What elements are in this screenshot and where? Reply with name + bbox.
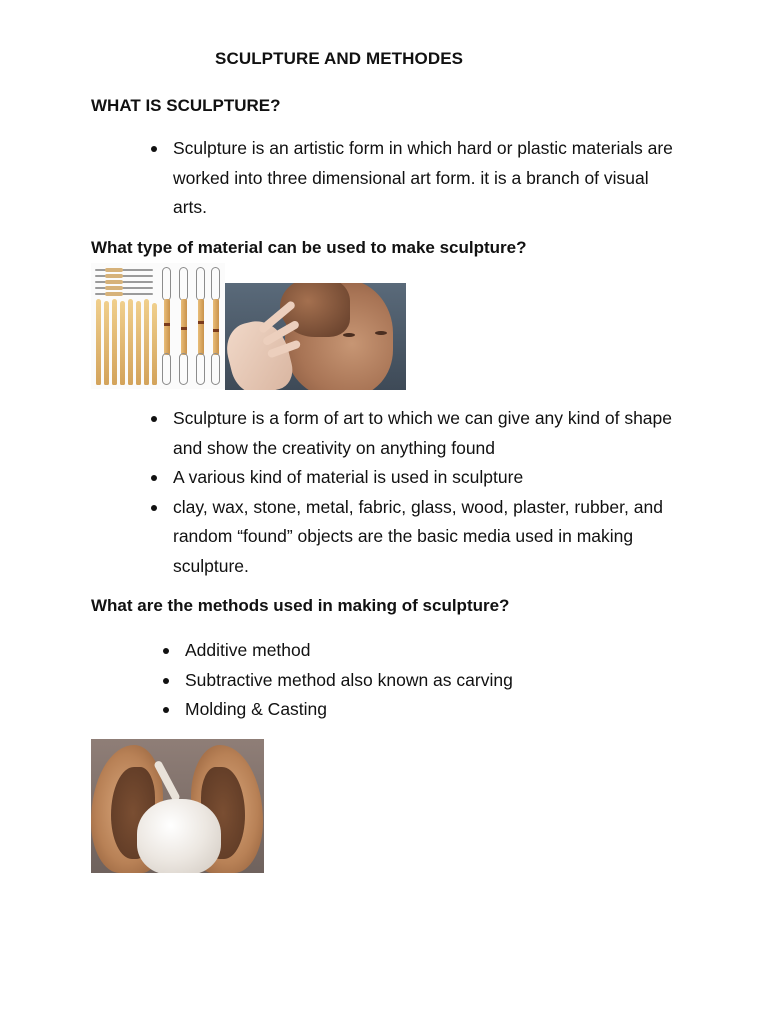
bullet-list-materials [149,404,679,581]
section-heading-what-is-sculpture: WHAT IS SCULPTURE? [91,96,281,115]
bullet-list-methods [161,636,681,725]
list-item: Subtractive method also known as carving [161,666,681,696]
document-title: SCULPTURE AND METHODES [215,49,464,68]
clay-face-sculpting-image [225,283,406,390]
section-heading-materials: What type of material can be used to make sculpture? [91,238,527,257]
list-item: Sculpture is an artistic form in which hard or plastic materials are worked into three dimensional art form. it is a branch of visual arts. [149,134,679,223]
list-item: clay, wax, stone, metal, fabric, glass, wood, plaster, rubber, and random “found” objects are the basic media used in making sculpture. [149,493,679,582]
list-item: Additive method [161,636,681,666]
list-item: A various kind of material is used in sculpture [149,463,679,493]
sculpting-tools-image [91,263,225,389]
section-heading-methods: What are the methods used in making of sculpture? [91,596,510,615]
list-item: Sculpture is a form of art to which we can give any kind of shape and show the creativity on anything found [149,404,679,463]
apple-mold-casting-image [91,739,264,873]
list-item: Molding & Casting [161,695,681,725]
bullet-list-definition [149,134,679,223]
